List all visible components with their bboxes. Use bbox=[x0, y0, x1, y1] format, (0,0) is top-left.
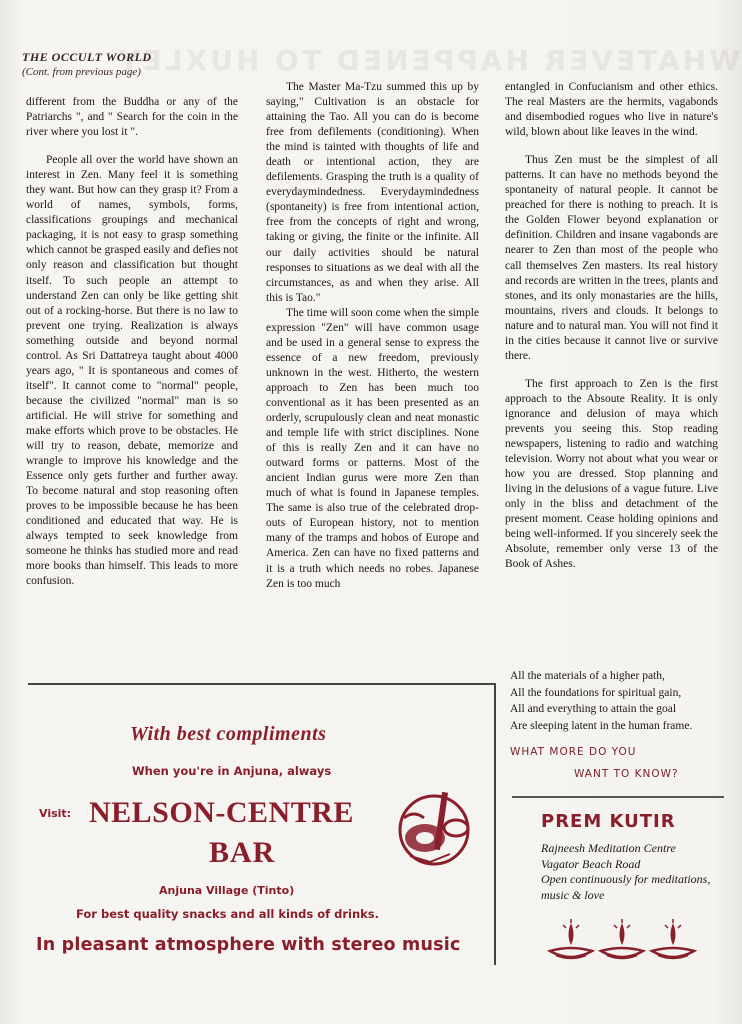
ad-offer: For best quality snacks and all kinds of drinks. bbox=[76, 907, 379, 921]
section-title: THE OCCULT WORLD bbox=[22, 50, 152, 64]
prem-kutir-details bbox=[541, 841, 741, 903]
ad-tagline: In pleasant atmosphere with stereo music bbox=[36, 935, 461, 955]
paragraph: different from the Buddha or any of the Patriarchs ", and " Search for the coin in the river where you lost it ". bbox=[26, 96, 238, 139]
ad-intro: When you're in Anjuna, always bbox=[132, 764, 332, 778]
article-column-1 bbox=[26, 95, 238, 590]
prem-kutir-name: PREM KUTIR bbox=[541, 811, 676, 832]
prem-line: music & love bbox=[541, 887, 605, 902]
prem-line: Vagator Beach Road bbox=[541, 856, 641, 871]
paragraph: Thus Zen must be the simplest of all patterns. It can have no methods beyond the spontaneity of natural people. It cannot be preached for there is nothing to preach. It is the Golden Flower beyond explanation or definition. Children and insane vagabonds are nearer to Zen than most of the people who call themselves Zen masters. Its real history and records are written in the trees, plants and stones, and its only monastaries are the hills, mountains, rivers and clouds. It belongs to nature and to natural man. You will not find it in the cities because it cannot live or survive there. bbox=[505, 154, 718, 362]
closing-question bbox=[510, 741, 715, 785]
paragraph: The Master Ma-Tzu summed this up by saying," Cultivation is an obstacle for attaining the Tao. All you can do is become free from defilements (conditioning). When the mind is tainted with thoughts of life and death or intentional action, they are defilements. Grasping the truth is a quality of everydaymindedness. Everydaymindedness (spontaneity) is free from intentional action, free from the concepts of right and wrong, taking or giving, the finite or the infinite. All our daily activities should be natural responses to situations as we deal with all the circumstances, as and when they arise. All this is Tao." bbox=[266, 81, 479, 304]
verse-line: All the foundations for spiritual gain, bbox=[510, 686, 682, 699]
article-column-2 bbox=[266, 80, 479, 592]
verse-quote bbox=[510, 668, 725, 734]
ad-greeting: With best compliments bbox=[130, 723, 327, 745]
bleed-through-heading: WHATEVER HAPPENED TO HUXLEY bbox=[116, 44, 740, 77]
guitar-drum-icon bbox=[390, 790, 480, 870]
article-column-3 bbox=[505, 80, 718, 572]
verse-line: All the materials of a higher path, bbox=[510, 670, 665, 682]
question-line-1: WHAT MORE DO YOU bbox=[510, 746, 637, 758]
prem-line: Open continuously for meditations, bbox=[541, 872, 711, 886]
paragraph: People all over the world have shown an interest in Zen. Many feel it is something they want. But how can they grasp it? From a world of names, symbols, forms, classifications groupings and mechanical packaging, it is not easy to grasp something which cannot be grasped easily and defies not only reason and classification but thought itself. To such people an attempt to understand Zen can only be like getting shit out of a rocking-horse. But there is no law to prevent one trying. Realization is always something outside and beyond normal control. As Sri Dattatreya taught about 4000 years ago, " It is spontaneous and comes of itself". It cannot come to "normal" people, because the civilized "normal" man is so artificial. He will strive for something and make efforts which prove to be obstacles. He will try to reason, debate, memorize and wrangle to improve his knowledge and the Essence only gets further and further away. To become natural and stop reasoning often proves to be impossible because he has been conditioned and educated that way. He is always tempted to seek knowledge from someone he thinks has studied more and read more books than himself. This leads to more confusion. bbox=[26, 154, 238, 588]
question-line-2: WANT TO KNOW? bbox=[574, 768, 679, 780]
prem-ad-rule bbox=[512, 796, 724, 798]
verse-line: All and everything to attain the goal bbox=[510, 703, 677, 715]
ad-business-name: NELSON-CENTRE bbox=[89, 796, 354, 829]
paragraph: The first approach to Zen is the first approach to the Absoute Reality. It is only ignorance and delusion of maya which prevents you seeing this. Stop reading newspapers, listening to radio and watching television. Worry not about what you wear or how you are dressed. Stop planning and living in the delusions of a vague future. Live only in the bliss and detachment of the present moment. Cease holding opinions and being well-informed. If you sincerely seek the Absolute, remember only verse 13 of the Book of Ashes. bbox=[505, 377, 718, 571]
paragraph: The time will soon come when the simple expression "Zen" will have common usage and be used in a general sense to express the essence of a new freedom, previously unknown in the west. Hitherto, the western approach to Zen has been much too conventional as it has been presented as an orderly, scrupulously clean and neat monastic and temple life with strict disciplines. None of this is really Zen and it can have no outward forms or patterns. Most of the ancient Indian gurus were more Zen than much of what is found in Japanese temples. The same is also true of the celebrated drop-outs of European history, not to mention many of the tramps and hobos of Europe and America. Zen can have no fixed patterns and it is a truth which needs no robes. Japanese Zen is too much bbox=[266, 306, 479, 590]
paragraph: entangled in Confucianism and other ethics. The real Masters are the hermits, vagabonds and disembodied rogues who live in nature's wild, blown about like leaves in the wind. bbox=[505, 81, 718, 139]
ad-visit-label: Visit: bbox=[39, 807, 72, 820]
ad-location: Anjuna Village (Tinto) bbox=[159, 884, 295, 897]
section-header bbox=[22, 50, 222, 78]
ad-business-name-2: BAR bbox=[209, 836, 276, 869]
prem-line: Rajneesh Meditation Centre bbox=[541, 841, 676, 855]
verse-line: Are sleeping latent in the human frame. bbox=[510, 719, 693, 732]
oil-lamp-icon bbox=[548, 915, 698, 965]
continuation-note: (Cont. from previous page) bbox=[22, 66, 141, 78]
